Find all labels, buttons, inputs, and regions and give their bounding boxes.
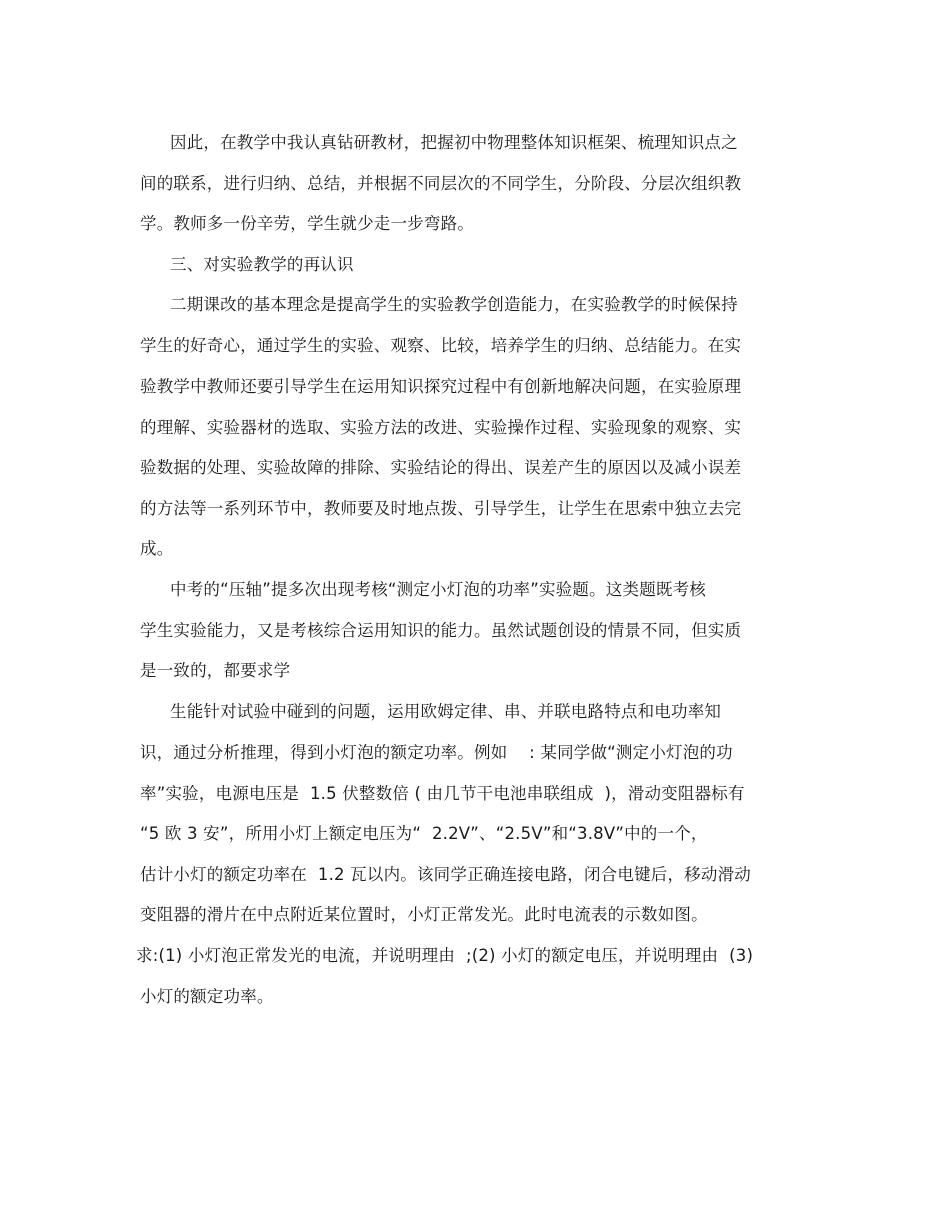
text-line: 验数据的处理、实验故障的排除、实验结论的得出、误差产生的原因以及减小误差 [140, 458, 742, 477]
section-heading: 三、对实验教学的再认识 [170, 255, 354, 274]
text-line: 成。 [140, 539, 174, 558]
text-line: 因此，在教学中我认真钻研教材，把握初中物理整体知识框架、梳理知识点之 [170, 133, 738, 152]
text-line: 验教学中教师还要引导学生在运用知识探究过程中有创新地解决问题，在实验原理 [140, 377, 742, 396]
text-line: 生能针对试验中碰到的问题，运用欧姆定律、串、并联电路特点和电功率知 [170, 702, 722, 721]
text-line: 间的联系，进行归纳、总结，并根据不同层次的不同学生，分阶段、分层次组织教 [140, 174, 742, 193]
text-line: 学。教师多一份辛劳，学生就少走一步弯路。 [140, 214, 474, 233]
text-line: 率”实验，电源电压是 1.5 伏整数倍 ( 由几节干电池串联组成 )，滑动变阻器标有 [140, 784, 745, 803]
text-line: 二期课改的基本理念是提高学生的实验教学创造能力，在实验教学的时候保持 [170, 295, 738, 314]
text-line: 估计小灯的额定功率在 1.2 瓦以内。该同学正确连接电路，闭合电键后，移动滑动 [140, 865, 751, 884]
text-line: 识，通过分析推理，得到小灯泡的额定功率。例如 : 某同学做“测定小灯泡的功 [140, 743, 733, 762]
text-line: 中考的“压轴”提多次出现考核“测定小灯泡的功率”实验题。这类题既考核 [170, 580, 706, 599]
text-line: 是一致的，都要求学 [140, 661, 291, 680]
text-line: “5 欧 3 安”，所用小灯上额定电压为“ 2.2V”、“2.5V”和“3.8V”中的一个， [140, 824, 708, 843]
text-line: 学生的好奇心，通过学生的实验、观察、比较，培养学生的归纳、总结能力。在实 [140, 336, 742, 355]
text-line: 的方法等一系列环节中，教师要及时地点拨、引导学生，让学生在思索中独立去完 [140, 499, 742, 518]
text-line: 变阻器的滑片在中点附近某位置时，小灯正常发光。此时电流表的示数如图。 [140, 905, 708, 924]
text-line: 的理解、实验器材的选取、实验方法的改进、实验操作过程、实验现象的观察、实 [140, 418, 742, 437]
text-line: 求:(1) 小灯泡正常发光的电流，并说明理由 ;(2) 小灯的额定电压，并说明理由 (3) [136, 946, 754, 965]
text-line: 学生实验能力，又是考核综合运用知识的能力。虽然试题创设的情景不同，但实质 [140, 621, 742, 640]
text-line: 小灯的额定功率。 [140, 987, 274, 1006]
